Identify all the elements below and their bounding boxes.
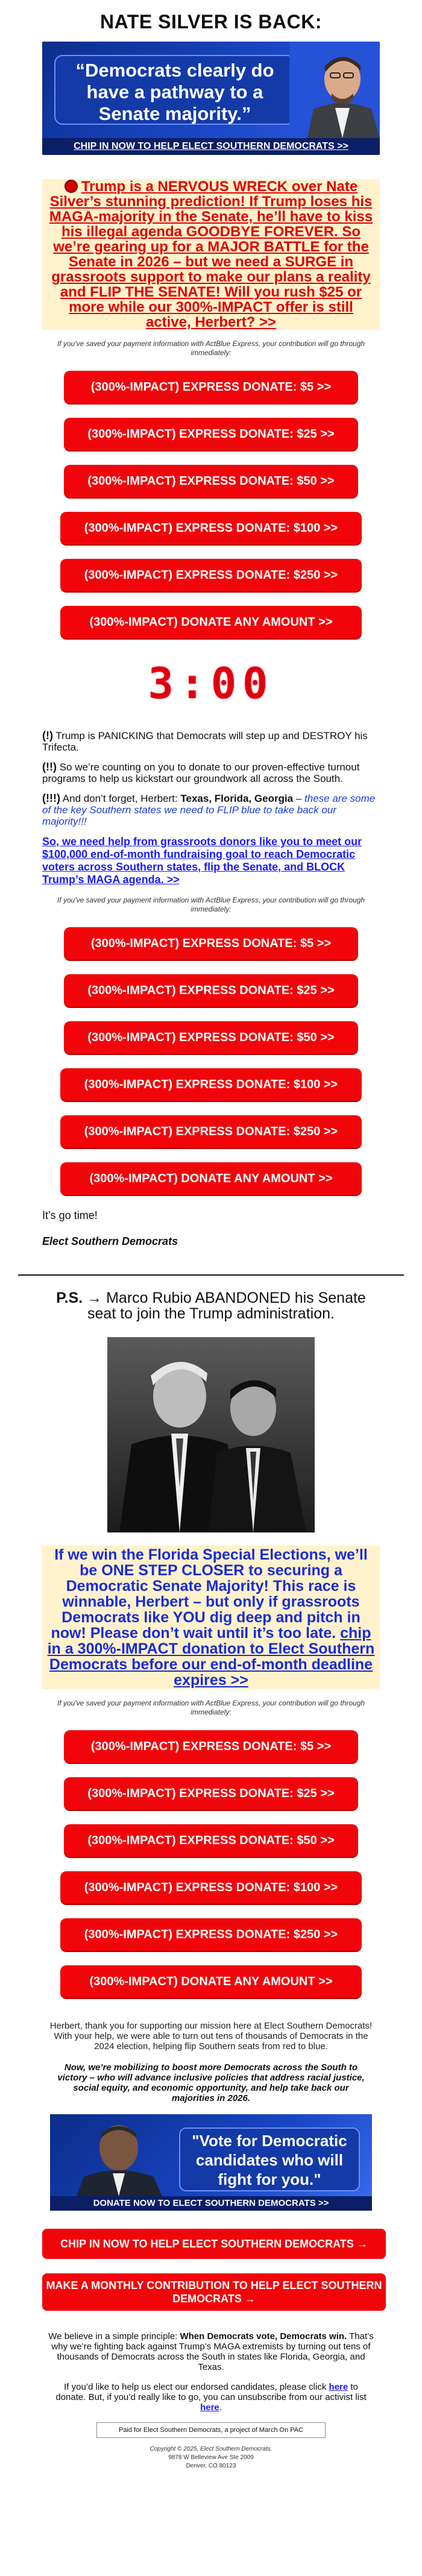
dash: –	[293, 793, 305, 804]
actblue-note-2: If you've saved your payment information with ActBlue Express, your contribution will go through immediately:	[57, 896, 365, 913]
donate-button-group-3	[42, 1730, 380, 1998]
donate-any-amount-button[interactable]: (300%-IMPACT) DONATE ANY AMOUNT >>	[60, 1162, 362, 1195]
donate-250-button[interactable]: (300%-IMPACT) EXPRESS DONATE: $250 >>	[60, 1918, 362, 1951]
donate-25-button[interactable]: (300%-IMPACT) EXPRESS DONATE: $25 >>	[64, 418, 358, 450]
divider	[18, 1274, 404, 1276]
red-circle-icon	[65, 180, 78, 193]
address-line-2: Denver, CO 80123	[186, 2463, 236, 2469]
hero-title: NATE SILVER IS BACK:	[100, 11, 322, 33]
donate-here-link[interactable]: here	[329, 2382, 348, 2392]
mission-text: Now, we’re mobilizing to boost more Democrats across the South to victory – who will advance inclusive policies that address racial justice, social equity, and economic opportunity, and help take back our majorities in 2026.	[57, 2062, 365, 2103]
banner-quote: “Democrats clearly do have a pathway to a Senate majority.”	[54, 55, 295, 125]
nate-silver-portrait-icon	[289, 42, 380, 138]
paragraph-text: So we’re counting on you to donate to our proven-effective turnout programs to help us kickstart our groundwork all across the South.	[42, 761, 360, 784]
paragraph-text: Trump is PANICKING that Democrats will step up and DESTROY his Trifecta.	[42, 730, 368, 753]
countdown-timer	[42, 659, 380, 708]
unsubscribe-link[interactable]: here	[200, 2402, 219, 2413]
banner-cta-link[interactable]: CHIP IN NOW TO HELP ELECT SOUTHERN DEMOCRATS >>	[42, 138, 380, 155]
donate-button-group-2	[42, 927, 380, 1195]
exclamation-tag-1: (!)	[42, 729, 53, 742]
donate-25-button[interactable]: (300%-IMPACT) EXPRESS DONATE: $25 >>	[64, 1777, 358, 1810]
unsubscribe-text	[48, 2382, 374, 2413]
obama-banner[interactable]	[50, 2114, 372, 2211]
exclamation-tag-3: (!!!)	[42, 792, 60, 804]
copyright: Copyright © 2025, Elect Southern Democrats.	[150, 2446, 272, 2452]
donate-50-button[interactable]: (300%-IMPACT) EXPRESS DONATE: $50 >>	[64, 1824, 358, 1857]
actblue-note-3: If you've saved your payment information with ActBlue Express, your contribution will go through immediately:	[57, 1699, 365, 1716]
trump-rubio-photo-icon	[107, 1337, 315, 1532]
fundraising-goal-link[interactable]: So, we need help from grassroots donors like you to meet our $100,000 end-of-month fundraising goal to reach Democratic voters across Southern states, flip the Senate, and BLOCK Trump’s MAGA agenda. >>	[42, 836, 362, 886]
exclamation-tag-2: (!!)	[42, 761, 57, 773]
trump-rubio-photo[interactable]	[107, 1337, 315, 1532]
flip-blue-text: these are some of the key Southern states we need to FLIP blue to take back our majority!!!	[42, 793, 376, 827]
obama-banner-cta[interactable]: DONATE NOW TO ELECT SOUTHERN DEMOCRATS >>	[50, 2196, 372, 2211]
period: .	[219, 2402, 222, 2413]
donate-any-amount-button[interactable]: (300%-IMPACT) DONATE ANY AMOUNT >>	[60, 606, 362, 638]
address-line-1: 9878 W Belleview Ave Ste 2009	[168, 2454, 254, 2461]
urgent-appeal-text: Trump is a NERVOUS WRECK over Nate Silver’s stunning prediction! If Trump loses his MAGA-majority in the Senate, he’ll have to kiss his illegal agenda GOODBYE FOREVER. So we’re gearing up for a MAJOR BATTLE for the Senate in 2026 – but we need a SURGE in grassroots support to make our plans a reality and FLIP THE SENATE! Will you rush $25 or more while our 300%-IMPACT offer is still active, Herbert? >>	[49, 178, 373, 330]
banner-image[interactable]	[42, 42, 380, 138]
actblue-note: If you've saved your payment information with ActBlue Express, your contribution will go through immediately:	[57, 339, 365, 357]
donate-5-button[interactable]: (300%-IMPACT) EXPRESS DONATE: $5 >>	[64, 927, 358, 960]
paragraph-text: And don’t forget, Herbert:	[60, 793, 181, 804]
donate-250-button[interactable]: (300%-IMPACT) EXPRESS DONATE: $250 >>	[60, 559, 362, 591]
unsubscribe-intro: to donate. But, if you’d really like to go, you can unsubscribe from our activist list	[55, 2382, 367, 2402]
ps-label: P.S.	[56, 1290, 83, 1306]
donate-button-group-1	[42, 371, 380, 638]
thank-you-text: Herbert, thank you for supporting our mission here at Elect Southern Democrats! With your help, we were able to turn out tens of thousands of Democrats in the 2024 election, helping flip Southern seats from red to blue.	[49, 2021, 373, 2052]
donate-100-button[interactable]: (300%-IMPACT) EXPRESS DONATE: $100 >>	[60, 512, 362, 544]
donate-25-button[interactable]: (300%-IMPACT) EXPRESS DONATE: $25 >>	[64, 974, 358, 1007]
principle-intro: We believe in a simple principle:	[48, 2331, 180, 2341]
go-time-text: It’s go time!	[42, 1209, 98, 1221]
chip-in-button[interactable]: CHIP IN NOW TO HELP ELECT SOUTHERN DEMOCRATS →	[42, 2229, 386, 2259]
donate-5-button[interactable]: (300%-IMPACT) EXPRESS DONATE: $5 >>	[64, 371, 358, 403]
donate-intro: If you’d like to help us elect our endorsed candidates, please click	[64, 2382, 329, 2392]
donate-5-button[interactable]: (300%-IMPACT) EXPRESS DONATE: $5 >>	[64, 1730, 358, 1763]
paragraph-key-states	[42, 793, 380, 827]
timer-digits: 3:00	[148, 659, 274, 708]
paragraph-turnout-programs	[42, 761, 380, 784]
key-states: Texas, Florida, Georgia	[180, 793, 294, 804]
footer	[42, 2445, 380, 2471]
signature: Elect Southern Democrats	[42, 1235, 178, 1247]
postscript	[42, 1290, 380, 1321]
paid-for-box: Paid for Elect Southern Democrats, a project of March On PAC	[96, 2422, 326, 2438]
arrow: →	[83, 1290, 107, 1306]
ps-text: Marco Rubio ABANDONED his Senate seat to join the Trump administration.	[87, 1290, 366, 1322]
florida-donate-link[interactable]: chip in a 300%-IMPACT donation to Elect Southern Democrats before our end-of-month deadline expires >>	[47, 1625, 375, 1689]
paragraph-trump-panicking	[42, 730, 380, 753]
principle-body: That’s why we’re fighting back against Trump’s MAGA extremists by turning out tens of thousands of Democrats across the South in states like Florida, Georgia, and Texas.	[51, 2331, 374, 2372]
obama-portrait-icon	[58, 2114, 179, 2196]
principle-slogan: When Democrats vote, Democrats win.	[180, 2331, 347, 2341]
monthly-contribution-button[interactable]: MAKE A MONTHLY CONTRIBUTION TO HELP ELECT SOUTHERN DEMOCRATS →	[42, 2273, 386, 2311]
donate-100-button[interactable]: (300%-IMPACT) EXPRESS DONATE: $100 >>	[60, 1068, 362, 1101]
obama-quote: "Vote for Democratic candidates who will fight for you."	[179, 2127, 360, 2191]
donate-50-button[interactable]: (300%-IMPACT) EXPRESS DONATE: $50 >>	[64, 465, 358, 497]
donate-250-button[interactable]: (300%-IMPACT) EXPRESS DONATE: $250 >>	[60, 1115, 362, 1148]
urgent-appeal-link[interactable]	[42, 179, 380, 330]
principle-text	[48, 2331, 374, 2372]
donate-50-button[interactable]: (300%-IMPACT) EXPRESS DONATE: $50 >>	[64, 1021, 358, 1054]
donate-any-amount-button[interactable]: (300%-IMPACT) DONATE ANY AMOUNT >>	[60, 1965, 362, 1998]
florida-appeal-text: If we win the Florida Special Elections, we’ll be ONE STEP CLOSER to securing a Democratic Senate Majority! This race is winnable, Herbert – but only if grassroots Democrats like YOU dig deep and pitch in now! Please don’t wait until it’s too late.	[51, 1546, 368, 1642]
nate-silver-banner[interactable]	[42, 42, 380, 155]
florida-appeal[interactable]	[42, 1546, 380, 1689]
donate-100-button[interactable]: (300%-IMPACT) EXPRESS DONATE: $100 >>	[60, 1871, 362, 1904]
